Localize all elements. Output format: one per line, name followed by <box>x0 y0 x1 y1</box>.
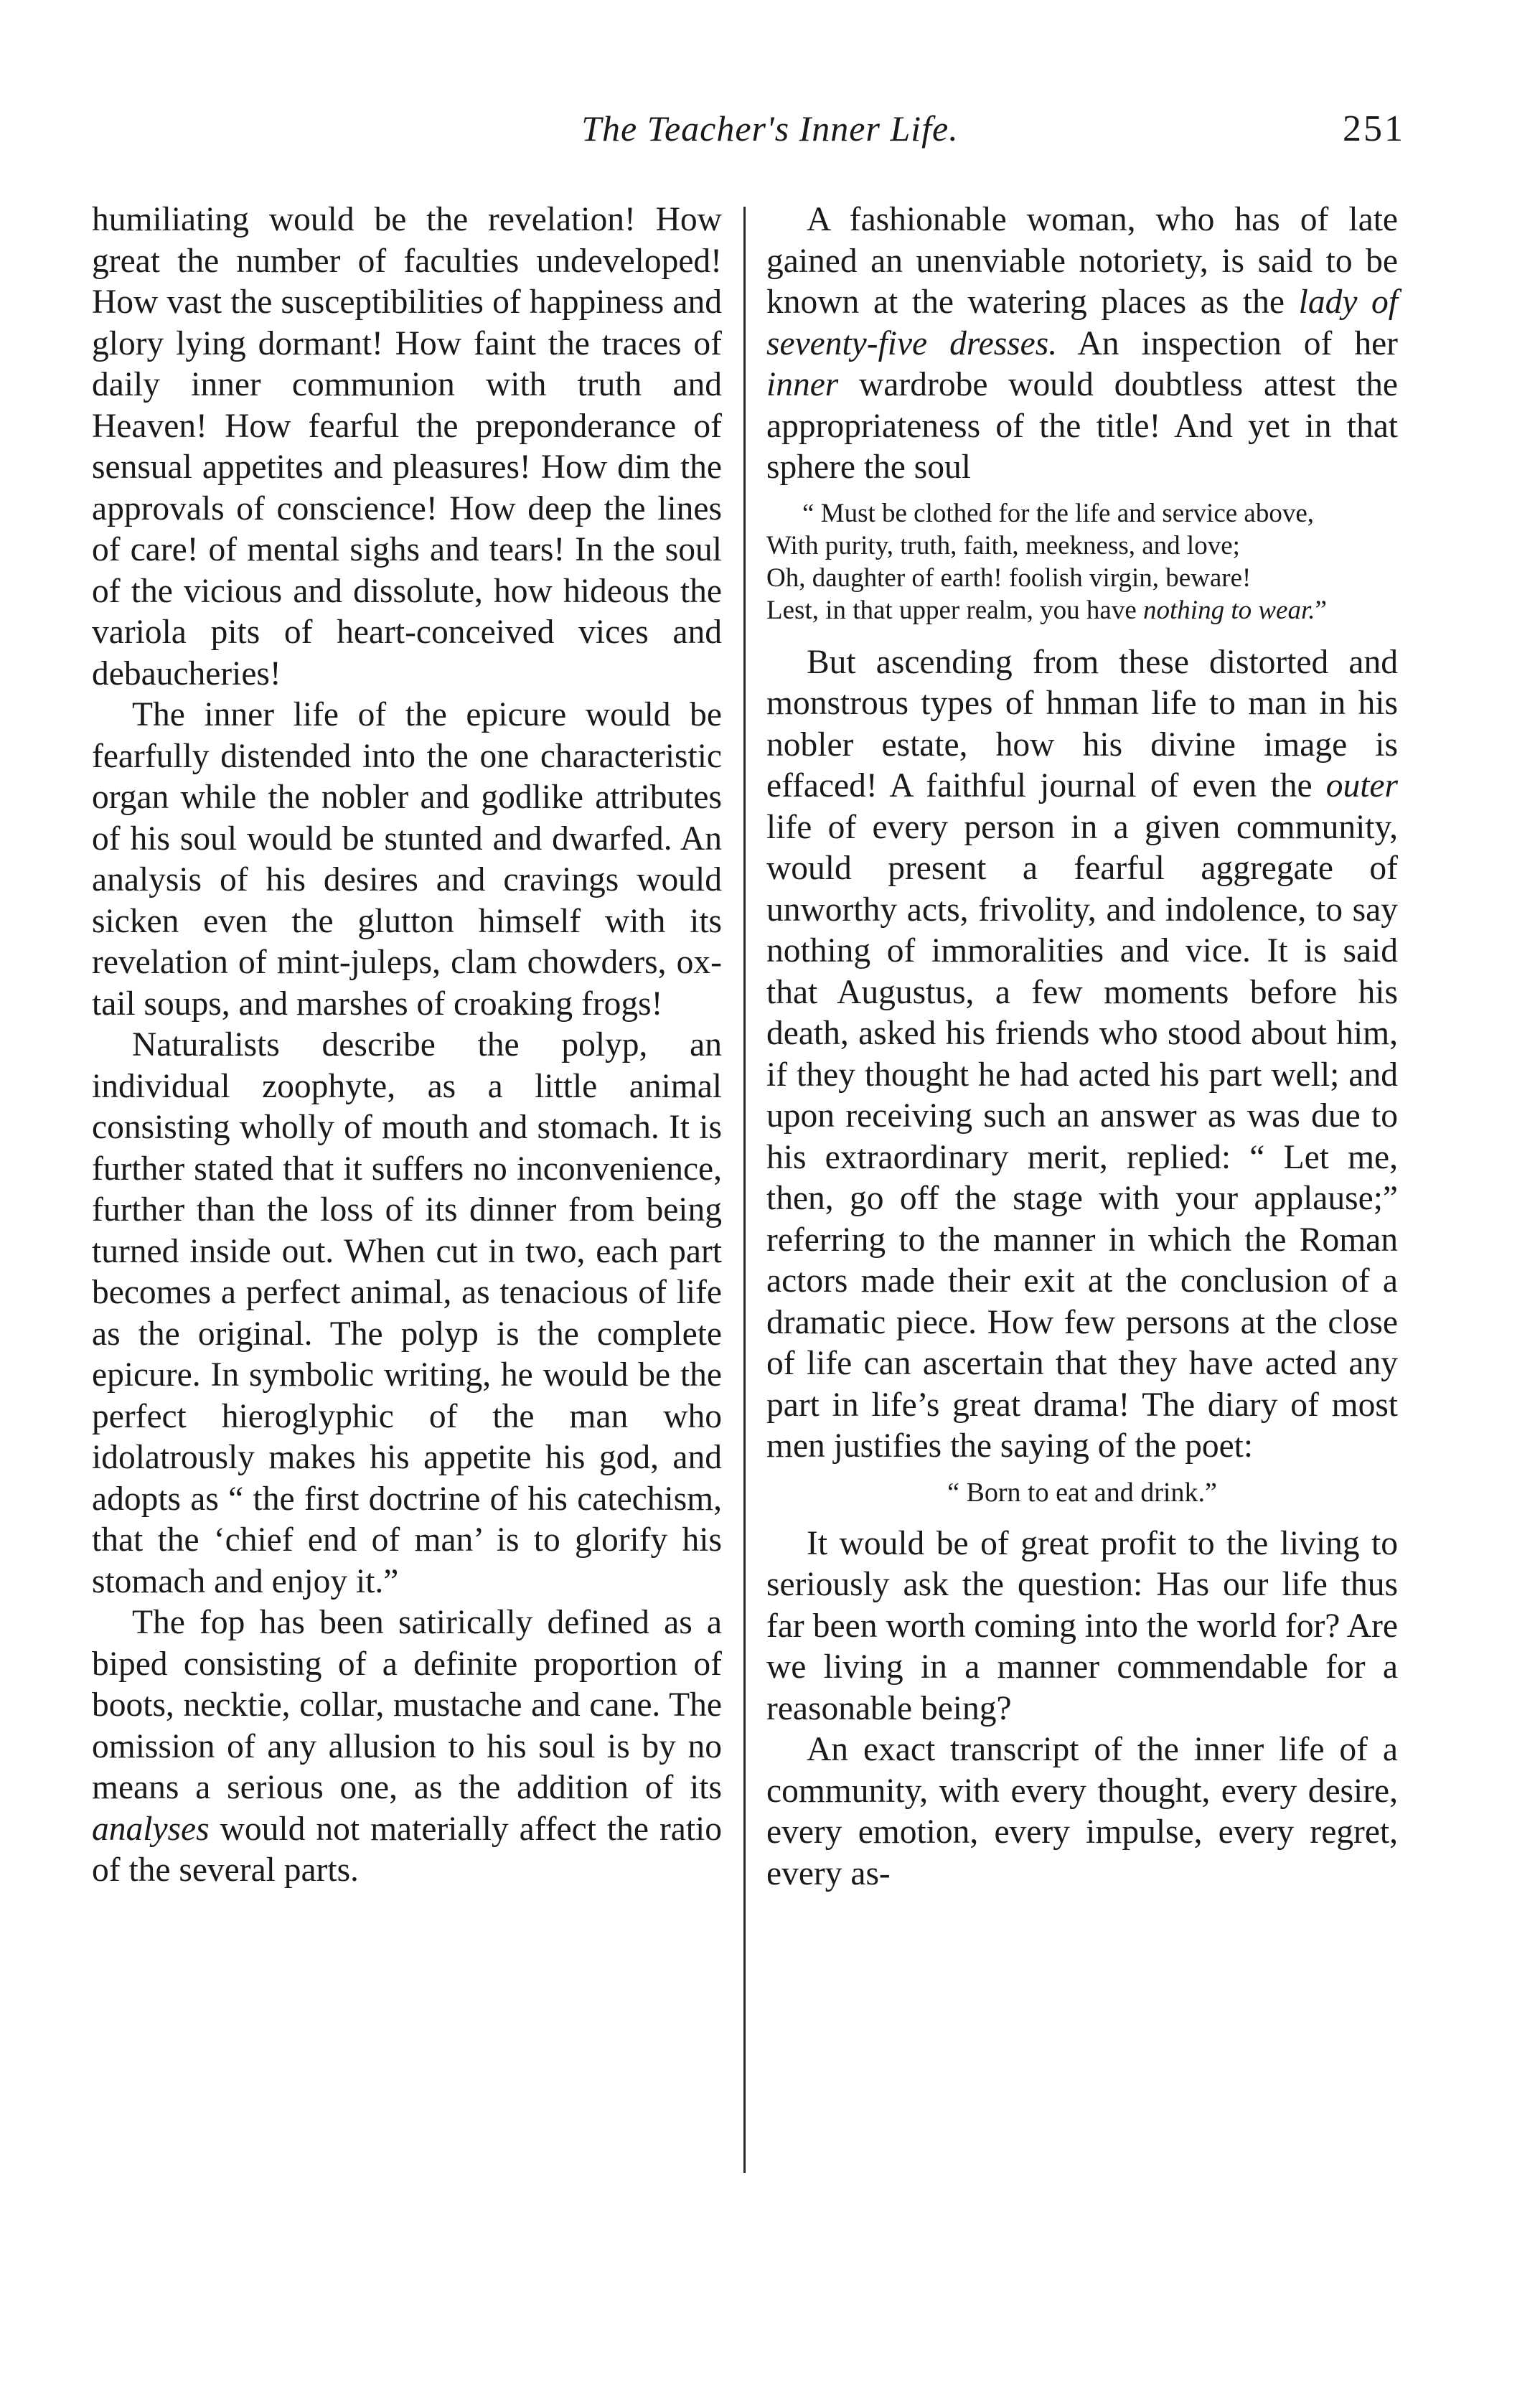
paragraph <box>92 199 722 695</box>
paragraph-text: It would be of great profit to the living to seriously ask the question: Has our life thus far been worth coming into the world for? Are we living in a manner commendable for a reasonable being? <box>766 1524 1398 1727</box>
paragraph <box>766 1523 1398 1730</box>
page-number: 251 <box>1343 108 1405 149</box>
paragraph-text: would not materially affect the ratio of the several parts. <box>92 1810 722 1889</box>
paragraph-text: Naturalists describe the polyp, an individual zoophyte, as a little animal consisting wholly of mouth and stomach. It is further stated that it suffers no inconvenience, further than the loss of its dinner from being turned inside out. When cut in two, each part becomes a perfect animal, as tenacious of life as the original. The polyp is the complete epicure. In symbolic writing, he would be the perfect hieroglyphic of the man who idolatrously makes his appetite his god, and adopts as “ the first doctrine of his catechism, that the ‘chief end of man’ is to glorify his stomach and enjoy it.” <box>92 1026 722 1600</box>
italic-text: outer <box>1325 767 1398 804</box>
verse-text: ” <box>1315 595 1327 625</box>
italic-text: analyses <box>92 1810 210 1848</box>
paragraph-text: But ascending from these distorted and monstrous types of hnman life to man in his nobler estate, how his divine image is effaced! A faithful journal of even the <box>766 643 1398 804</box>
paragraph-text: The fop has been satirically defined as a biped consisting of a definite proportion of boots, necktie, collar, mustache and cane. The omission of any allusion to his soul is by no means a serious one, as the addition of its <box>92 1604 722 1806</box>
right-column <box>766 199 1398 1894</box>
paragraph <box>766 642 1398 1467</box>
paragraph-text: life of every person in a given community, would present a fearful aggregate of unworthy acts, frivolity, and indolence, to say nothing of immoralities and vice. It is said that Augustus, a few moments before his death, asked his friends who stood about him, if they thought he had acted his part well; and upon receiving such an answer as was due to his extraordinary merit, replied: “ Let me, then, go off the stage with your applause;” referring to the manner in which the Roman actors made their exit at the conclusion of a dramatic piece. How few persons at the close of life can ascertain that they have acted any part in life’s great drama! The diary of most men justifies the saying of the poet: <box>766 808 1398 1465</box>
paragraph <box>766 1729 1398 1894</box>
paragraph <box>92 695 722 1025</box>
verse-line: “ Must be clothed for the life and service above, <box>802 498 1315 528</box>
running-head-title: The Teacher's Inner Life. <box>581 108 959 149</box>
paragraph-text: A fashionable woman, who has of late gained an unenviable notoriety, is said to be known at the watering places as the <box>766 201 1398 321</box>
verse-line: With purity, truth, faith, meekness, and love; <box>766 530 1240 560</box>
column-divider <box>743 207 746 2173</box>
italic-text: lady of seventy-five dresses. <box>766 283 1399 362</box>
italic-text: inner <box>766 366 839 403</box>
verse-text: Lest, in that upper realm, you have <box>766 595 1144 625</box>
paragraph <box>92 1602 722 1892</box>
running-head <box>0 108 1540 158</box>
poet-quotation: “ Born to eat and drink.” <box>947 1477 1217 1508</box>
paragraph-text: An exact transcript of the inner life of a community, with every thought, every desire, every emotion, every impulse, every regret, every as- <box>766 1731 1398 1892</box>
paragraph <box>92 1025 722 1602</box>
verse-line <box>766 594 1398 626</box>
italic-text: nothing to wear. <box>1143 595 1315 625</box>
verse-line: Oh, daughter of earth! foolish virgin, beware! <box>766 563 1252 593</box>
paragraph-text: humiliating would be the revelation! How great the number of faculties undeveloped! How vast the susceptibilities of happiness and glory lying dormant! How faint the traces of daily inner communion with truth and Heaven! How fearful the preponderance of sensual appetites and pleasures! How dim the approvals of conscience! How deep the lines of care! of mental sighs and tears! In the soul of the vicious and dissolute, how hideous the variola pits of heart-conceived vices and debaucheries! <box>92 201 722 692</box>
paragraph-text: An inspection of her <box>1057 324 1398 362</box>
paragraph-text: The inner life of the epicure would be fearfully distended into the one characteristic organ while the nobler and godlike attributes of his soul would be stunted and dwarfed. An analysis of his desires and cravings would sicken even the glutton himself with its revelation of mint-juleps, clam chowders, ox-tail soups, and marshes of croaking frogs! <box>92 696 722 1023</box>
verse-quotation <box>766 497 1398 626</box>
left-column <box>92 199 722 1892</box>
paragraph <box>766 199 1398 489</box>
paragraph-text: wardrobe would doubtless attest the appropriateness of the title! And yet in that sphere the soul <box>766 366 1398 486</box>
